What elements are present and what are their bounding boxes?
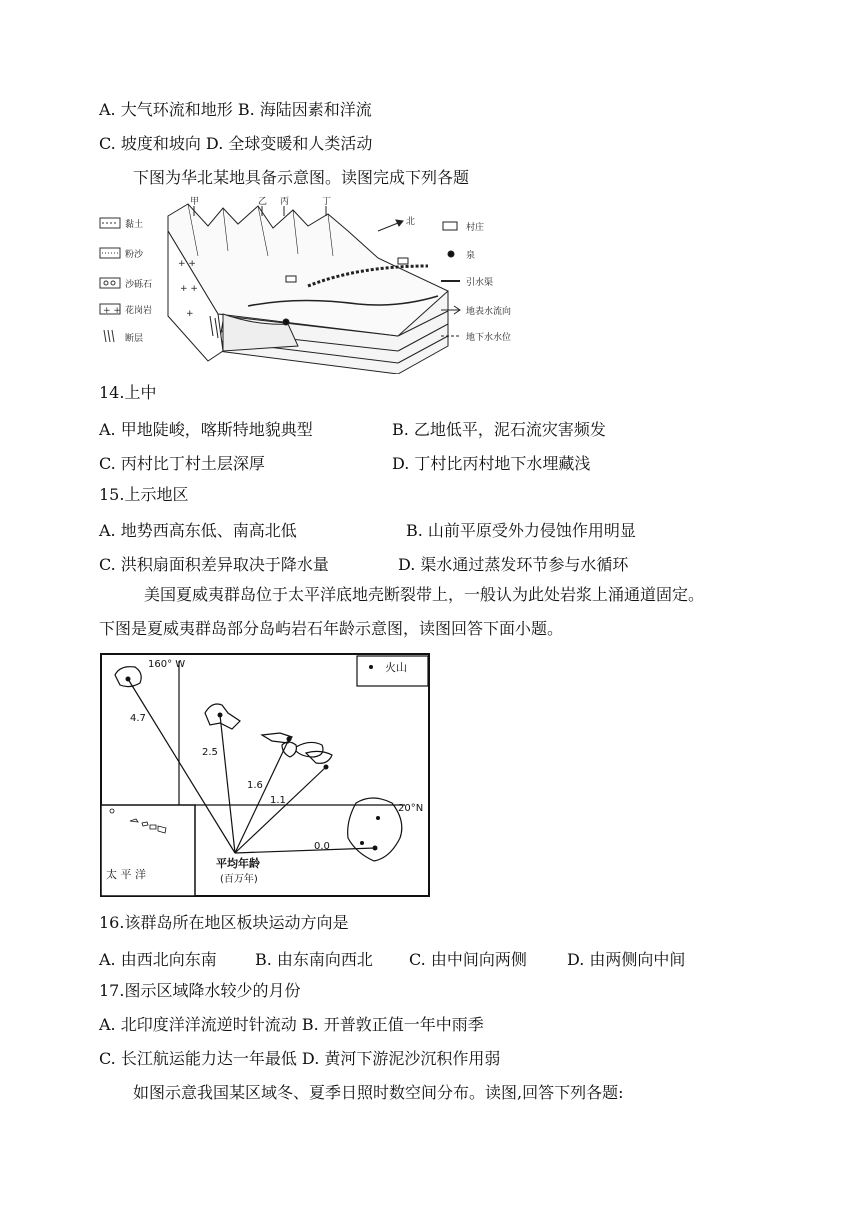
intro-figure1: 下图为华北某地具备示意图。读图完成下列各题: [133, 168, 470, 187]
label-ding: 丁: [322, 197, 332, 207]
q17-options-line1: A. 北印度洋洋流逆时针流动 B. 开普敦正值一年中雨季: [99, 1015, 484, 1034]
caption-line1: 平均年龄: [216, 857, 260, 870]
svg-text:+ +: + +: [180, 284, 198, 294]
q14-option-d: D. 丁村比丙村地下水埋藏浅: [392, 454, 591, 473]
intro-figure2-line2: 下图是夏威夷群岛部分岛屿岩石年龄示意图，读图回答下面小题。: [99, 619, 564, 638]
north-label: 北: [406, 217, 416, 227]
q14-option-a: A. 甲地陡峻，喀斯特地貌典型: [99, 420, 313, 439]
legend-right-3: 地表水流向: [466, 307, 512, 317]
q14-option-c: C. 丙村比丁村土层深厚: [99, 454, 265, 473]
svg-text:+ +: + +: [103, 306, 121, 316]
latitude-label: 20°N: [398, 803, 424, 814]
legend-left-3: 花岗岩: [125, 306, 153, 316]
q16-option-c: C. 由中间向两侧: [409, 950, 527, 969]
q16-stem: 16.该群岛所在地区板块运动方向是: [99, 913, 349, 932]
label-bing: 丙: [280, 197, 290, 207]
legend-spring-swatch: [448, 251, 454, 257]
age-label-3: 1.1: [270, 795, 286, 806]
age-label-4: 0.0: [314, 841, 330, 852]
legend-village-swatch: [443, 222, 457, 230]
label-yi: 乙: [258, 197, 268, 207]
age-label-1: 2.5: [202, 747, 218, 758]
legend-left: [100, 218, 121, 342]
legend-right-4: 地下水水位: [466, 333, 512, 343]
q13-options-line1: A. 大气环流和地形 B. 海陆因素和洋流: [99, 100, 372, 119]
q15-option-b: B. 山前平原受外力侵蚀作用明显: [406, 521, 636, 540]
q16-option-d: D. 由两侧向中间: [567, 950, 686, 969]
age-label-2: 1.6: [247, 780, 263, 791]
legend-right-0: 村庄: [466, 223, 485, 233]
legend-volcano-dot: [369, 665, 373, 669]
legend-gravel-swatch: [100, 278, 120, 288]
svg-text:+: +: [186, 309, 194, 319]
legend-left-0: 黏土: [125, 220, 144, 230]
block-diagram-figure: [98, 196, 518, 374]
hawaii-age-map: [100, 653, 430, 897]
legend-left-2: 沙砾石: [125, 280, 153, 290]
north-arrow: [378, 220, 403, 231]
q14-option-b: B. 乙地低平，泥石流灾害频发: [392, 420, 606, 439]
legend-right-2: 引水渠: [466, 278, 494, 288]
q15-option-d: D. 渠水通过蒸发环节参与水循环: [398, 555, 629, 574]
legend-right-1: 泉: [466, 251, 476, 261]
q16-option-a: A. 由西北向东南: [99, 950, 217, 969]
spring-dot: [283, 319, 289, 325]
svg-text:+ +: + +: [178, 259, 196, 269]
q15-option-a: A. 地势西高东低、南高北低: [99, 521, 297, 540]
intro-figure2-line1: 美国夏威夷群岛位于太平洋底地壳断裂带上，一般认为此处岩浆上涌通道固定。: [144, 585, 705, 604]
label-jia: 甲: [190, 197, 200, 207]
q16-option-b: B. 由东南向西北: [255, 950, 373, 969]
q15-option-c: C. 洪积扇面积差异取决于降水量: [99, 555, 329, 574]
q14-stem: 14.上中: [99, 383, 157, 402]
legend-left-4: 断层: [125, 334, 144, 344]
q17-options-line2: C. 长江航运能力达一年最低 D. 黄河下游泥沙沉积作用弱: [99, 1049, 501, 1068]
legend-volcano-label: 火山: [385, 661, 407, 674]
age-label-0: 4.7: [130, 713, 146, 724]
longitude-label: 160° W: [148, 659, 186, 670]
q17-stem: 17.图示区域降水较少的月份: [99, 981, 301, 1000]
intro-figure3: 如图示意我国某区域冬、夏季日照时数空间分布。读图,回答下列各题:: [133, 1083, 624, 1102]
inset-ocean-label: 太 平 洋: [106, 868, 146, 881]
terrain-block: [168, 204, 448, 374]
inset-map: [101, 805, 195, 896]
caption-line2: (百万年): [220, 874, 258, 885]
q13-options-line2: C. 坡度和坡向 D. 全球变暖和人类活动: [99, 134, 373, 153]
q15-stem: 15.上示地区: [99, 485, 189, 504]
legend-left-1: 粉沙: [125, 250, 144, 260]
legend-fault-swatch: [104, 330, 114, 342]
